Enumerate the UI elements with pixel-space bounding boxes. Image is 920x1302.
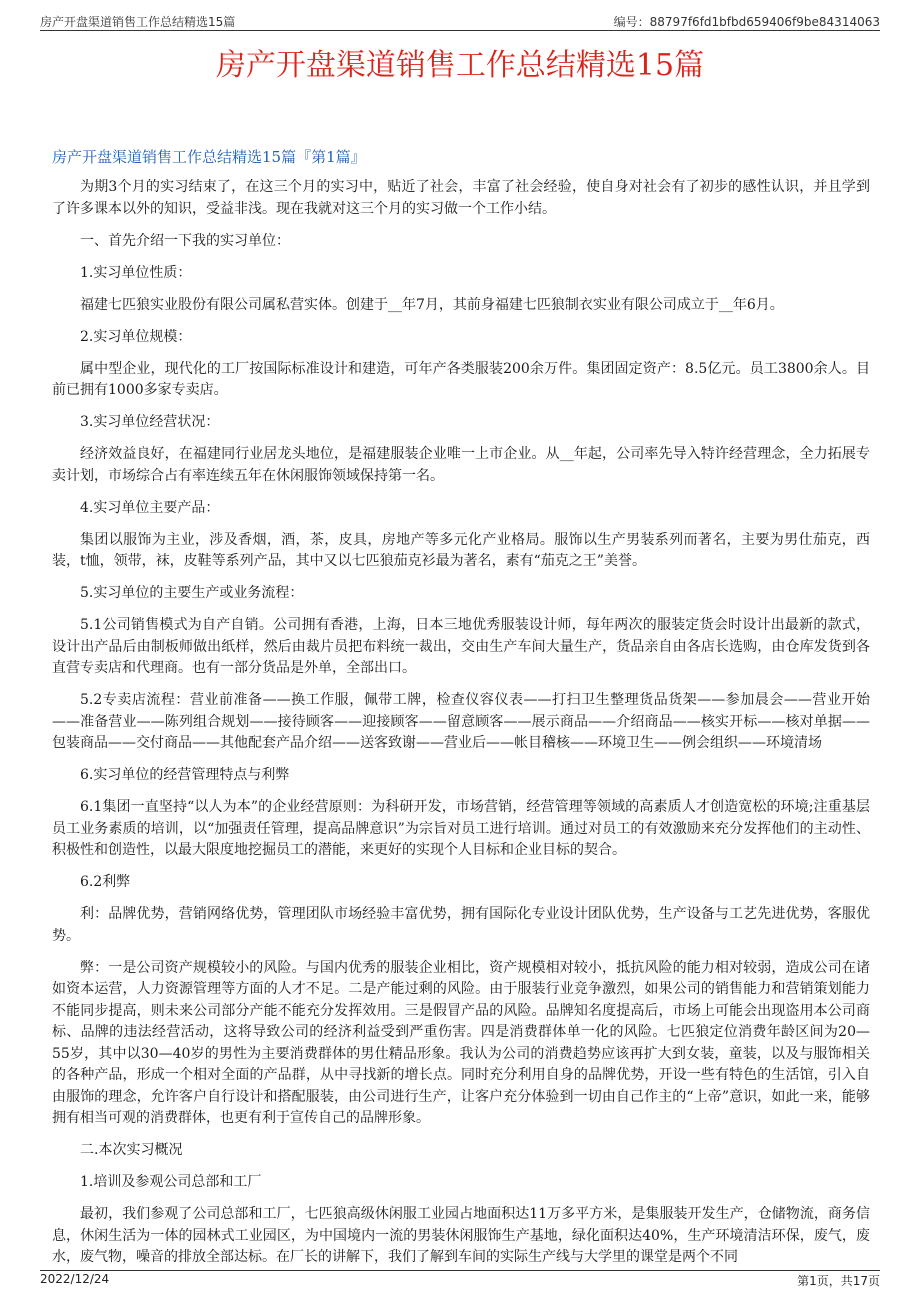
body-paragraph: 福建七匹狼实业股份有限公司属私营实体。创建于__年7月，其前身福建七匹狼制衣实业有限公司成立于__年6月。 xyxy=(80,296,784,313)
header-doc-title: 房产开盘渠道销售工作总结精选15篇 xyxy=(40,15,236,29)
section-heading: 1.实习单位性质： xyxy=(80,264,192,281)
body-paragraph: 5.1公司销售模式为自产自销。公司拥有香港，上海，日本三地优秀服装设计师，每年两次的服装定货会时设计出最新的款式，设计出产品后由制板师做出纸样，然后由裁片员把布料统一裁出，交由生产车间大量生产，货品亲自由各店长选购，由仓库发货到各直营专卖店和代理商。也有一部分货品是外单，全部出口。 xyxy=(52,617,870,676)
body-paragraph: 弊：一是公司资产规模较小的风险。与国内优秀的服装企业相比，资产规模相对较小，抵抗风险的能力相对较弱，造成公司在诸如资本运营，人力资源管理等方面的人才不足。二是产能过剩的风险。由于服装行业竞争激烈，如果公司的销售能力和营销策划能力不能同步提高，则未来公司部分产能不能充分发挥效用。三是假冒产品的风险。品牌知名度提高后，市场上可能会出现盗用本公司商标、品牌的违法经营活动，这将导致公司的经济利益受到严重伤害。四是消费群体单一化的风险。七匹狼定位消费年龄区间为20—55岁，其中以30—40岁的男性为主要消费群体的男仕精品形象。我认为公司的消费趋势应该再扩大到女装，童装，以及与服饰相关的各种产品，形成一个相对全面的产品群，从中寻找新的增长点。同时充分利用自身的品牌优势，开设一些有特色的生活馆，引入自由服饰的理念，允许客户自行设计和搭配服装，由公司进行生产，让客户充分体验到一切由自己作主的“上帝”意识，如此一来，能够拥有相当可观的消费群体，也更有利于宣传自己的品牌形象。 xyxy=(52,959,870,1126)
body-paragraph: 属中型企业，现代化的工厂按国际标准设计和建造，可年产各类服装200余万件。集团固定资产：8.5亿元。员工3800余人。目前已拥有1000多家专卖店。 xyxy=(52,360,870,398)
body-paragraph: 最初，我们参观了公司总部和工厂，七匹狼高级休闲服工业园占地面积达11万多平方米，是集服装开发生产，仓储物流，商务信息，休闲生活为一体的园林式工业园区，为中国境内一流的男装休闲服饰生产基地，绿化面积达40%，生产环境清洁环保，废气，废水，废气物，噪音的排放全部达标。在厂长的讲解下，我们了解到车间的实际生产线与大学里的课堂是两个不同 xyxy=(52,1206,870,1265)
page-header xyxy=(40,10,880,32)
section-heading: 4.实习单位主要产品： xyxy=(80,499,220,516)
section-heading: 3.实习单位经营状况： xyxy=(80,414,220,430)
body-paragraph: 5.2专卖店流程：营业前准备——换工作服，佩带工牌，检查仪容仪表——打扫卫生整理货品货架——参加晨会——营业开始——准备营业——陈列组合规划——接待顾客——迎接顾客——留意顾客——展示商品——介绍商品——核实开标——核对单据——包装商品——交付商品——其他配套产品介绍——送客致谢——营业后——帐目稽核——环境卫生——例会组织——环境清场 xyxy=(52,692,870,751)
section-heading: 1.培训及参观公司总部和工厂 xyxy=(80,1174,262,1190)
footer-date: 2022/12/24 xyxy=(40,1272,110,1286)
section-subtitle: 房产开盘渠道销售工作总结精选15篇『第1篇』 xyxy=(52,148,366,166)
document-title: 房产开盘渠道销售工作总结精选15篇 xyxy=(215,48,705,83)
section-heading: 一、首先介绍一下我的实习单位： xyxy=(80,232,290,249)
footer-divider xyxy=(40,1270,880,1271)
section-heading: 6.2利弊 xyxy=(80,874,131,890)
header-divider xyxy=(40,30,880,31)
body-paragraph: 为期3个月的实习结束了，在这三个月的实习中，贴近了社会，丰富了社会经验，使自身对社会有了初步的感性认识，并且学到了许多课本以外的知识，受益非浅。现在我就对这三个月的实习做一个工作小结。 xyxy=(52,179,870,217)
section-heading: 2.实习单位规模： xyxy=(80,328,192,345)
section-heading: 6.实习单位的经营管理特点与利弊 xyxy=(80,767,290,783)
document-body xyxy=(52,177,870,1279)
body-paragraph: 经济效益良好，在福建同行业居龙头地位，是福建服装企业唯一上市企业。从__年起，公司率先导入特许经营理念，全力拓展专卖计划，市场综合占有率连续五年在休闲服饰领域保持第一名。 xyxy=(52,446,870,484)
body-paragraph: 利：品牌优势，营销网络优势，管理团队市场经验丰富优势，拥有国际化专业设计团队优势，生产设备与工艺先进优势，客服优势。 xyxy=(52,906,870,944)
section-heading: 二.本次实习概况 xyxy=(80,1142,183,1158)
footer-page-number: 第1页，共17页 xyxy=(797,1274,880,1288)
body-paragraph: 集团以服饰为主业，涉及香烟，酒，茶，皮具，房地产等多元化产业格局。服饰以生产男装系列而著名，主要为男仕茄克，西装，t恤，领带，袜，皮鞋等系列产品，其中又以七匹狼茄克衫最为著名，素有“茄克之王”美誉。 xyxy=(52,531,870,569)
body-paragraph: 6.1集团一直坚持“以人为本”的企业经营原则：为科研开发，市场营销，经营管理等领域的高素质人才创造宽松的环境;注重基层员工业务素质的培训，以“加强责任管理，提高品牌意识”为宗旨对员工进行培训。通过对员工的有效激励来充分发挥他们的主动性、积极性和创造性，以最大限度地挖掘员工的潜能，来更好的实现个人目标和企业目标的契合。 xyxy=(52,799,870,858)
section-heading: 5.实习单位的主要生产或业务流程： xyxy=(80,585,304,601)
header-doc-number: 编号：88797f6fd1bfbd659406f9be84314063 xyxy=(613,15,880,29)
